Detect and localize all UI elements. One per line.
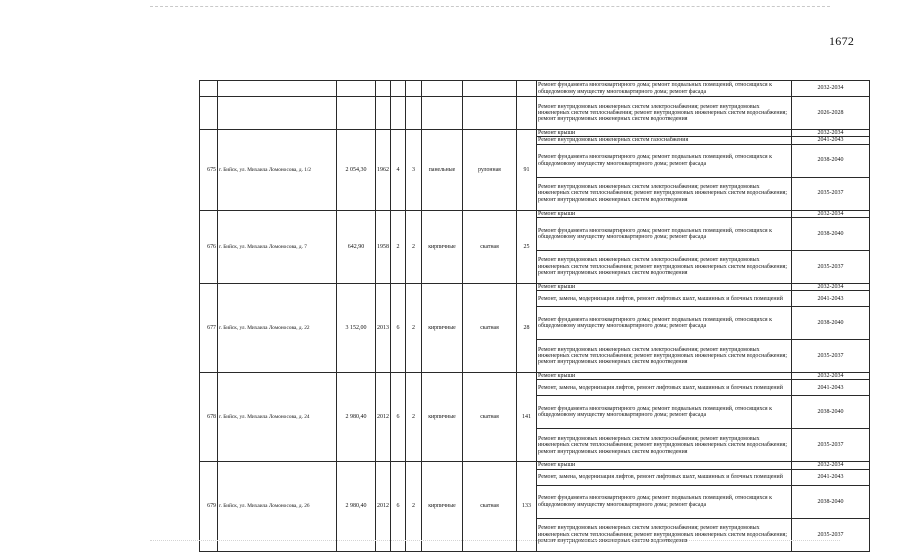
work-type-cell: Ремонт крыши	[537, 373, 792, 380]
page-number: 1672	[829, 34, 855, 48]
repair-period-cell: 2032-2034	[792, 210, 870, 217]
row-number-cell: 678	[200, 373, 218, 462]
entrances-cell: 3	[406, 130, 422, 211]
build-year-cell: 2012	[376, 462, 391, 551]
roof-type-cell: скатная	[463, 210, 517, 283]
empty-cell	[422, 81, 463, 97]
empty-cell	[391, 97, 406, 130]
work-type-cell: Ремонт крыши	[537, 130, 792, 137]
repair-period-cell: 2035-2037	[792, 340, 870, 373]
work-type-cell: Ремонт внутридомовых инженерных систем электроснабжения; ремонт внутридомовых инженерных систем теплоснабжения; ремонт внутридомовых инженерных систем водоснабжения; ремонт внутридомовых инженерных систем водоотведения	[537, 518, 792, 551]
repair-period-cell: 2041-2043	[792, 469, 870, 485]
work-type-cell: Ремонт фундамента многоквартирного дома; ремонт подвальных помещений, относящихся к общедомовому имуществу многоквартирного дома; ремонт фасада	[537, 144, 792, 177]
work-type-cell: Ремонт фундамента многоквартирного дома; ремонт подвальных помещений, относящихся к общедомовому имуществу многоквартирного дома; ремонт фасада	[537, 81, 792, 97]
repair-period-cell: 2035-2037	[792, 177, 870, 210]
empty-cell	[337, 81, 376, 97]
work-type-cell: Ремонт фундамента многоквартирного дома; ремонт подвальных помещений, относящихся к общедомовому имуществу многоквартирного дома; ремонт фасада	[537, 485, 792, 518]
work-type-cell: Ремонт фундамента многоквартирного дома; ремонт подвальных помещений, относящихся к общедомовому имуществу многоквартирного дома; ремонт фасада	[537, 217, 792, 250]
repair-period-cell: 2041-2043	[792, 380, 870, 396]
repair-period-cell: 2038-2040	[792, 485, 870, 518]
table-row	[200, 130, 870, 137]
floors-cell: 6	[391, 373, 406, 462]
total-area-cell: 3 152,00	[337, 283, 376, 372]
build-year-cell: 1958	[376, 210, 391, 283]
table-row	[200, 210, 870, 217]
entrances-cell: 2	[406, 373, 422, 462]
flats-count-cell: 141	[517, 373, 537, 462]
work-type-cell: Ремонт крыши	[537, 283, 792, 290]
roof-type-cell: скатная	[463, 462, 517, 551]
empty-cell	[517, 97, 537, 130]
entrances-cell: 2	[406, 283, 422, 372]
row-number-cell: 675	[200, 130, 218, 211]
empty-cell	[517, 81, 537, 97]
table-row	[200, 373, 870, 380]
floors-cell: 4	[391, 130, 406, 211]
work-type-cell: Ремонт крыши	[537, 462, 792, 469]
flats-count-cell: 91	[517, 130, 537, 211]
repair-period-cell: 2035-2037	[792, 518, 870, 551]
work-type-cell: Ремонт внутридомовых инженерных систем электроснабжения; ремонт внутридомовых инженерных систем теплоснабжения; ремонт внутридомовых инженерных систем водоснабжения; ремонт внутридомовых инженерных систем водоотведения	[537, 250, 792, 283]
empty-cell	[200, 81, 218, 97]
floors-cell: 2	[391, 210, 406, 283]
total-area-cell: 2 980,40	[337, 373, 376, 462]
wall-material-cell: кирпичные	[422, 373, 463, 462]
register-body	[200, 81, 870, 552]
scan-bottom-edge	[150, 540, 840, 541]
total-area-cell: 2 054,30	[337, 130, 376, 211]
empty-cell	[422, 97, 463, 130]
empty-cell	[337, 97, 376, 130]
work-type-cell: Ремонт внутридомовых инженерных систем электроснабжения; ремонт внутридомовых инженерных систем теплоснабжения; ремонт внутридомовых инженерных систем водоснабжения; ремонт внутридомовых инженерных систем водоотведения	[537, 97, 792, 130]
wall-material-cell: кирпичные	[422, 210, 463, 283]
table-row	[200, 283, 870, 290]
empty-cell	[218, 81, 337, 97]
repair-period-cell: 2032-2034	[792, 373, 870, 380]
row-number-cell: 677	[200, 283, 218, 372]
repair-period-cell: 2032-2034	[792, 130, 870, 137]
entrances-cell: 2	[406, 210, 422, 283]
work-type-cell: Ремонт, замена, модернизация лифтов, ремонт лифтовых шахт, машинных и блочных помещений	[537, 469, 792, 485]
repair-period-cell: 2041-2043	[792, 291, 870, 307]
address-cell: г. Бийск, ул. Михаила Ломоносова, д. 7	[218, 210, 337, 283]
build-year-cell: 2012	[376, 373, 391, 462]
work-type-cell: Ремонт внутридомовых инженерных систем электроснабжения; ремонт внутридомовых инженерных систем теплоснабжения; ремонт внутридомовых инженерных систем водоснабжения; ремонт внутридомовых инженерных систем водоотведения	[537, 429, 792, 462]
row-number-cell: 679	[200, 462, 218, 551]
repair-period-cell: 2038-2040	[792, 217, 870, 250]
work-type-cell: Ремонт, замена, модернизация лифтов, ремонт лифтовых шахт, машинных и блочных помещений	[537, 291, 792, 307]
work-type-cell: Ремонт внутридомовых инженерных систем электроснабжения; ремонт внутридомовых инженерных систем теплоснабжения; ремонт внутридомовых инженерных систем водоснабжения; ремонт внутридомовых инженерных систем водоотведения	[537, 177, 792, 210]
roof-type-cell: рулонная	[463, 130, 517, 211]
row-number-cell: 676	[200, 210, 218, 283]
roof-type-cell: скатная	[463, 283, 517, 372]
total-area-cell: 642,90	[337, 210, 376, 283]
empty-cell	[463, 81, 517, 97]
roof-type-cell: скатная	[463, 373, 517, 462]
empty-cell	[406, 97, 422, 130]
address-cell: г. Бийск, ул. Михаила Ломоносова, д. 22	[218, 283, 337, 372]
repair-period-cell: 2035-2037	[792, 429, 870, 462]
address-cell: г. Бийск, ул. Михаила Ломоносова, д. 26	[218, 462, 337, 551]
build-year-cell: 1962	[376, 130, 391, 211]
empty-cell	[406, 81, 422, 97]
table-row-carryover	[200, 81, 870, 97]
table-row	[200, 462, 870, 469]
repair-period-cell: 2032-2034	[792, 462, 870, 469]
repair-period-cell: 2032-2034	[792, 283, 870, 290]
repair-period-cell: 2032-2034	[792, 81, 870, 97]
repair-period-cell: 2041-2043	[792, 137, 870, 144]
floors-cell: 6	[391, 283, 406, 372]
empty-cell	[200, 97, 218, 130]
scan-top-edge	[150, 6, 830, 7]
floors-cell: 6	[391, 462, 406, 551]
work-type-cell: Ремонт внутридомовых инженерных систем электроснабжения; ремонт внутридомовых инженерных систем теплоснабжения; ремонт внутридомовых инженерных систем водоснабжения; ремонт внутридомовых инженерных систем водоотведения	[537, 340, 792, 373]
address-cell: г. Бийск, ул. Михаила Ломоносова, д. 1/2	[218, 130, 337, 211]
address-cell: г. Бийск, ул. Михаила Ломоносова, д. 24	[218, 373, 337, 462]
work-type-cell: Ремонт, замена, модернизация лифтов, ремонт лифтовых шахт, машинных и блочных помещений	[537, 380, 792, 396]
empty-cell	[391, 81, 406, 97]
work-type-cell: Ремонт крыши	[537, 210, 792, 217]
total-area-cell: 2 980,40	[337, 462, 376, 551]
repair-period-cell: 2026-2028	[792, 97, 870, 130]
wall-material-cell: кирпичные	[422, 283, 463, 372]
flats-count-cell: 25	[517, 210, 537, 283]
entrances-cell: 2	[406, 462, 422, 551]
table-row-carryover	[200, 97, 870, 130]
wall-material-cell: кирпичные	[422, 462, 463, 551]
build-year-cell: 2013	[376, 283, 391, 372]
repair-period-cell: 2038-2040	[792, 144, 870, 177]
work-type-cell: Ремонт фундамента многоквартирного дома; ремонт подвальных помещений, относящихся к общедомовому имуществу многоквартирного дома; ремонт фасада	[537, 396, 792, 429]
wall-material-cell: панельные	[422, 130, 463, 211]
repair-period-cell: 2035-2037	[792, 250, 870, 283]
empty-cell	[376, 81, 391, 97]
empty-cell	[463, 97, 517, 130]
work-type-cell: Ремонт фундамента многоквартирного дома; ремонт подвальных помещений, относящихся к общедомовому имуществу многоквартирного дома; ремонт фасада	[537, 307, 792, 340]
capital-repair-register-table	[199, 80, 870, 552]
empty-cell	[376, 97, 391, 130]
work-type-cell: Ремонт внутридомовых инженерных систем газоснабжения	[537, 137, 792, 144]
repair-period-cell: 2038-2040	[792, 307, 870, 340]
flats-count-cell: 133	[517, 462, 537, 551]
empty-cell	[218, 97, 337, 130]
repair-period-cell: 2038-2040	[792, 396, 870, 429]
flats-count-cell: 28	[517, 283, 537, 372]
